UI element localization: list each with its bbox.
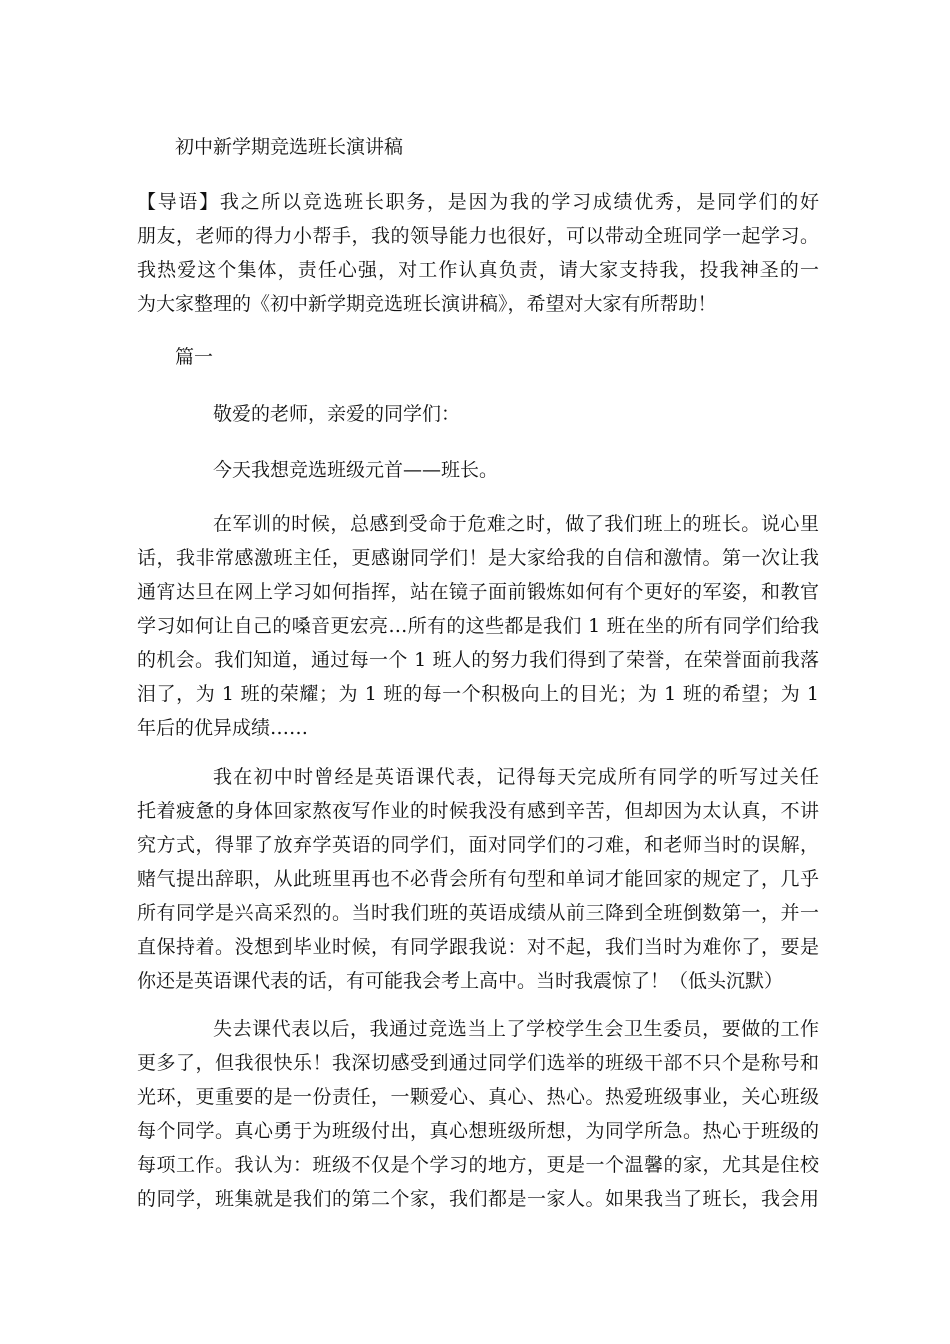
- paragraph-line: 泪了，为 1 班的荣耀；为 1 班的每一个积极向上的目光；为 1 班的希望；为 1: [137, 683, 819, 705]
- intro-line: 为大家整理的《初中新学期竞选班长演讲稿》，希望对大家有所帮助！: [137, 293, 717, 315]
- paragraph-line: 究方式，得罪了放弃学英语的同学们，面对同学们的刁难，和老师当时的误解，: [137, 834, 819, 856]
- intro-paragraph: [137, 185, 819, 321]
- paragraph-hygiene-committee: [137, 1012, 819, 1216]
- document-title: 初中新学期竞选班长演讲稿: [175, 136, 404, 158]
- intro-line: 【导语】我之所以竞选班长职务，是因为我的学习成绩优秀，是同学们的好: [137, 191, 819, 213]
- paragraph-line: 在军训的时候，总感到受命于危难之时，做了我们班上的班长。说心里: [213, 513, 819, 535]
- intro-line: 朋友，老师的得力小帮手，我的领导能力也很好，可以带动全班同学一起学习。: [137, 225, 819, 247]
- paragraph-line: 托着疲惫的身体回家熬夜写作业的时候我没有感到辛苦，但却因为太认真，不讲: [137, 800, 819, 822]
- paragraph-line: 更多了，但我很快乐！我深切感受到通过同学们选举的班级干部不只个是称号和: [137, 1052, 819, 1074]
- paragraph-line: 光环，更重要的是一份责任，一颗爱心、真心、热心。热爱班级事业，关心班级: [137, 1086, 819, 1108]
- paragraph-line: 每个同学。真心勇于为班级付出，真心想班级所想，为同学所急。热心于班级的: [137, 1120, 819, 1142]
- paragraph-line: 年后的优异成绩……: [137, 717, 309, 739]
- section-heading: 篇一: [175, 346, 214, 368]
- intro-line: 我热爱这个集体，责任心强，对工作认真负责，请大家支持我，投我神圣的一: [137, 259, 819, 281]
- paragraph-line: 失去课代表以后，我通过竞选当上了学校学生会卫生委员，要做的工作: [213, 1018, 819, 1040]
- paragraph-english-rep: [137, 760, 819, 998]
- paragraph-line: 的同学，班集就是我们的第二个家，我们都是一家人。如果我当了班长，我会用: [137, 1188, 819, 1210]
- paragraph-line: 我在初中时曾经是英语课代表，记得每天完成所有同学的听写过关任: [213, 766, 819, 788]
- paragraph-line: 所有同学是兴高采烈的。当时我们班的英语成绩从前三降到全班倒数第一，并一: [137, 902, 819, 924]
- paragraph-line: 赌气提出辞职，从此班里再也不必背会所有句型和单词才能回家的规定了，几乎: [137, 868, 819, 890]
- paragraph-line: 话，我非常感激班主任，更感谢同学们！是大家给我的自信和激情。第一次让我: [137, 547, 819, 569]
- salutation: 敬爱的老师，亲爱的同学们：: [213, 403, 461, 425]
- paragraph-line: 直保持着。没想到毕业时候，有同学跟我说：对不起，我们当时为难你了，要是: [137, 936, 819, 958]
- paragraph-line: 你还是英语课代表的话，有可能我会考上高中。当时我震惊了！（低头沉默）: [137, 970, 784, 992]
- paragraph-line: 通宵达旦在网上学习如何指挥，站在镜子面前锻炼如何有个更好的军姿，和教官: [137, 581, 819, 603]
- paragraph-military-training: [137, 507, 819, 745]
- paragraph-line: 每项工作。我认为：班级不仅是个学习的地方，更是一个温馨的家，尤其是住校: [137, 1154, 819, 1176]
- paragraph-line: 学习如何让自己的嗓音更宏亮…所有的这些都是我们 1 班在坐的所有同学们给我: [137, 615, 819, 637]
- opening-line: 今天我想竞选班级元首——班长。: [213, 459, 499, 481]
- paragraph-line: 的机会。我们知道，通过每一个 1 班人的努力我们得到了荣誉，在荣誉面前我落: [137, 649, 819, 671]
